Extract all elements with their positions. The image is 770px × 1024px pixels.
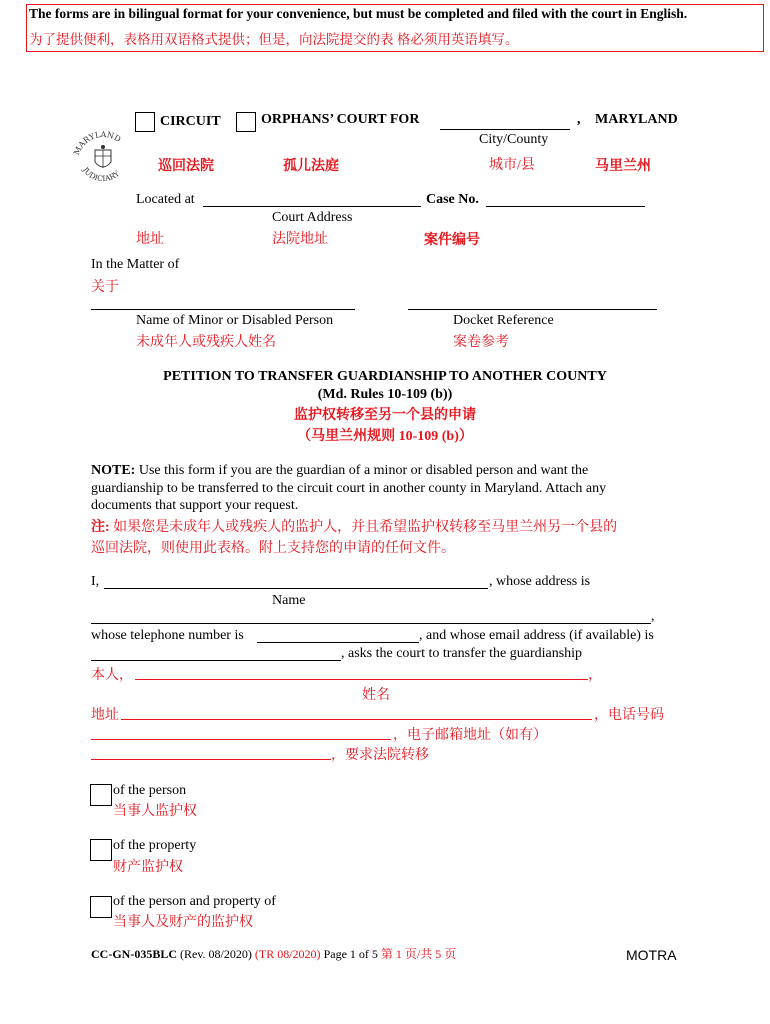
court-address-caption: Court Address: [272, 210, 353, 225]
note-line-3: documents that support your request.: [91, 498, 299, 513]
note-line-2-zh: 巡回法院，则使用此表格。附上支持您的申请的任何文件。: [91, 541, 455, 556]
circuit-label: CIRCUIT: [160, 114, 221, 129]
option-person-label-zh: 当事人监护权: [113, 804, 197, 819]
circuit-label-zh: 巡回法院: [158, 159, 214, 174]
city-county-caption-zh: 城市/县: [489, 158, 535, 173]
petitioner-name-field-zh[interactable]: [135, 679, 588, 680]
seal-bottom-text: JUDICIARY: [80, 165, 121, 184]
form-title-zh: 监护权转移至另一个县的申请: [294, 408, 476, 423]
case-no-field[interactable]: [486, 206, 645, 207]
form-revision: (Rev. 08/2020): [180, 947, 252, 961]
notice-english: The forms are in bilingual format for your convenience, but must be completed and filed with the court in English.: [29, 6, 688, 21]
option-property-label-zh: 财产监护权: [113, 860, 183, 875]
name-comma-zh: ，: [588, 668, 602, 683]
telephone-field-zh[interactable]: [91, 739, 391, 740]
motra-label: MOTRA: [626, 947, 677, 963]
form-rule-zh: （马里兰州规则 10-109 (b)）: [297, 429, 473, 444]
maryland-label-zh: 马里兰州: [595, 159, 651, 174]
name-caption-zh: 姓名: [362, 688, 390, 703]
docket-caption: Docket Reference: [453, 313, 554, 328]
located-at-label-zh: 地址: [136, 232, 164, 247]
email-field-zh[interactable]: [91, 759, 331, 760]
petition-i-zh: 本人，: [91, 668, 133, 683]
whose-address-label: , whose address is: [489, 574, 591, 589]
petitioner-name-field[interactable]: [104, 588, 488, 589]
option-person-and-property-label-zh: 当事人及财产的监护权: [113, 915, 253, 930]
note-line-1: NOTE: Use this form if you are the guardian of a minor or disabled person and want the: [91, 463, 589, 478]
form-rule: (Md. Rules 10-109 (b)): [317, 387, 453, 402]
maryland-judiciary-seal-icon: [72, 128, 134, 190]
court-address-field[interactable]: [203, 206, 421, 207]
email-label: , and whose email address (if available) is: [419, 628, 654, 643]
in-matter-label: In the Matter of: [91, 257, 180, 272]
docket-caption-zh: 案卷参考: [453, 335, 509, 350]
bilingual-notice-box: [26, 4, 764, 52]
option-property-label: of the property: [113, 838, 197, 853]
note-label: NOTE:: [91, 463, 136, 478]
note-label-zh: 注:: [91, 520, 110, 535]
in-matter-label-zh: 关于: [91, 280, 119, 295]
asks-court-label-zh: ，要求法院转移: [331, 748, 429, 763]
svg-text:MARYLAND: [72, 130, 122, 157]
court-address-caption-zh: 法院地址: [272, 232, 328, 247]
minor-name-field[interactable]: [91, 309, 355, 310]
comma: ,: [577, 112, 581, 127]
address-comma: ,: [651, 609, 655, 624]
page-number-zh: 第 1 页/共 5 页: [380, 947, 457, 961]
case-no-label-zh: 案件编号: [424, 233, 480, 248]
name-caption: Name: [272, 593, 306, 608]
option-person-label: of the person: [113, 783, 187, 798]
asks-court-label: , asks the court to transfer the guardianship: [341, 646, 583, 661]
page-number: Page 1 of 5: [323, 947, 378, 961]
located-at-label: Located at: [136, 192, 195, 207]
option-person-and-property-checkbox[interactable]: [90, 896, 112, 918]
petitioner-address-field-zh[interactable]: [121, 719, 592, 720]
telephone-label: whose telephone number is: [91, 628, 244, 643]
note-line-1-zh: 注: 如果您是未成年人或残疾人的监护人，并且希望监护权转移至马里兰州另一个县的: [91, 520, 618, 535]
circuit-court-checkbox[interactable]: [135, 112, 155, 132]
form-id: CC-GN-035BLC: [91, 947, 177, 961]
address-label-zh: 地址: [91, 708, 119, 723]
form-title: PETITION TO TRANSFER GUARDIANSHIP TO ANOTHER COUNTY: [163, 369, 607, 384]
option-person-and-property-label: of the person and property of: [113, 894, 276, 909]
svg-text:JUDICIARY: [80, 165, 122, 184]
maryland-label: MARYLAND: [595, 112, 678, 127]
name-minor-caption: Name of Minor or Disabled Person: [136, 313, 334, 328]
petitioner-address-field[interactable]: [91, 623, 651, 624]
phone-label-zh: ，电话号码: [594, 708, 664, 723]
city-county-caption: City/County: [479, 132, 549, 147]
petition-i: I,: [91, 574, 100, 589]
notice-chinese: 为了提供便利，表格用双语格式提供；但是，向法院提交的表 格必须用英语填写。: [29, 32, 519, 47]
note-line-2: guardianship to be transferred to the circuit court in another county in Maryland. Attach any: [91, 481, 607, 496]
orphans-court-checkbox[interactable]: [236, 112, 256, 132]
orphans-court-label: ORPHANS’ COURT FOR: [261, 112, 420, 127]
orphans-court-label-zh: 孤儿法庭: [283, 159, 339, 174]
telephone-field[interactable]: [257, 642, 419, 643]
docket-reference-field[interactable]: [408, 309, 657, 310]
email-label-zh: ，电子邮箱地址（如有）: [393, 728, 547, 743]
seal-top-text: MARYLAND: [72, 129, 123, 157]
case-no-label: Case No.: [426, 192, 479, 207]
name-minor-caption-zh: 未成年人或残疾人姓名: [136, 335, 276, 350]
email-field[interactable]: [91, 660, 341, 661]
city-county-field[interactable]: [440, 129, 570, 130]
option-person-checkbox[interactable]: [90, 784, 112, 806]
option-property-checkbox[interactable]: [90, 839, 112, 861]
translation-revision: (TR 08/2020): [254, 947, 321, 961]
footer: [91, 945, 456, 962]
